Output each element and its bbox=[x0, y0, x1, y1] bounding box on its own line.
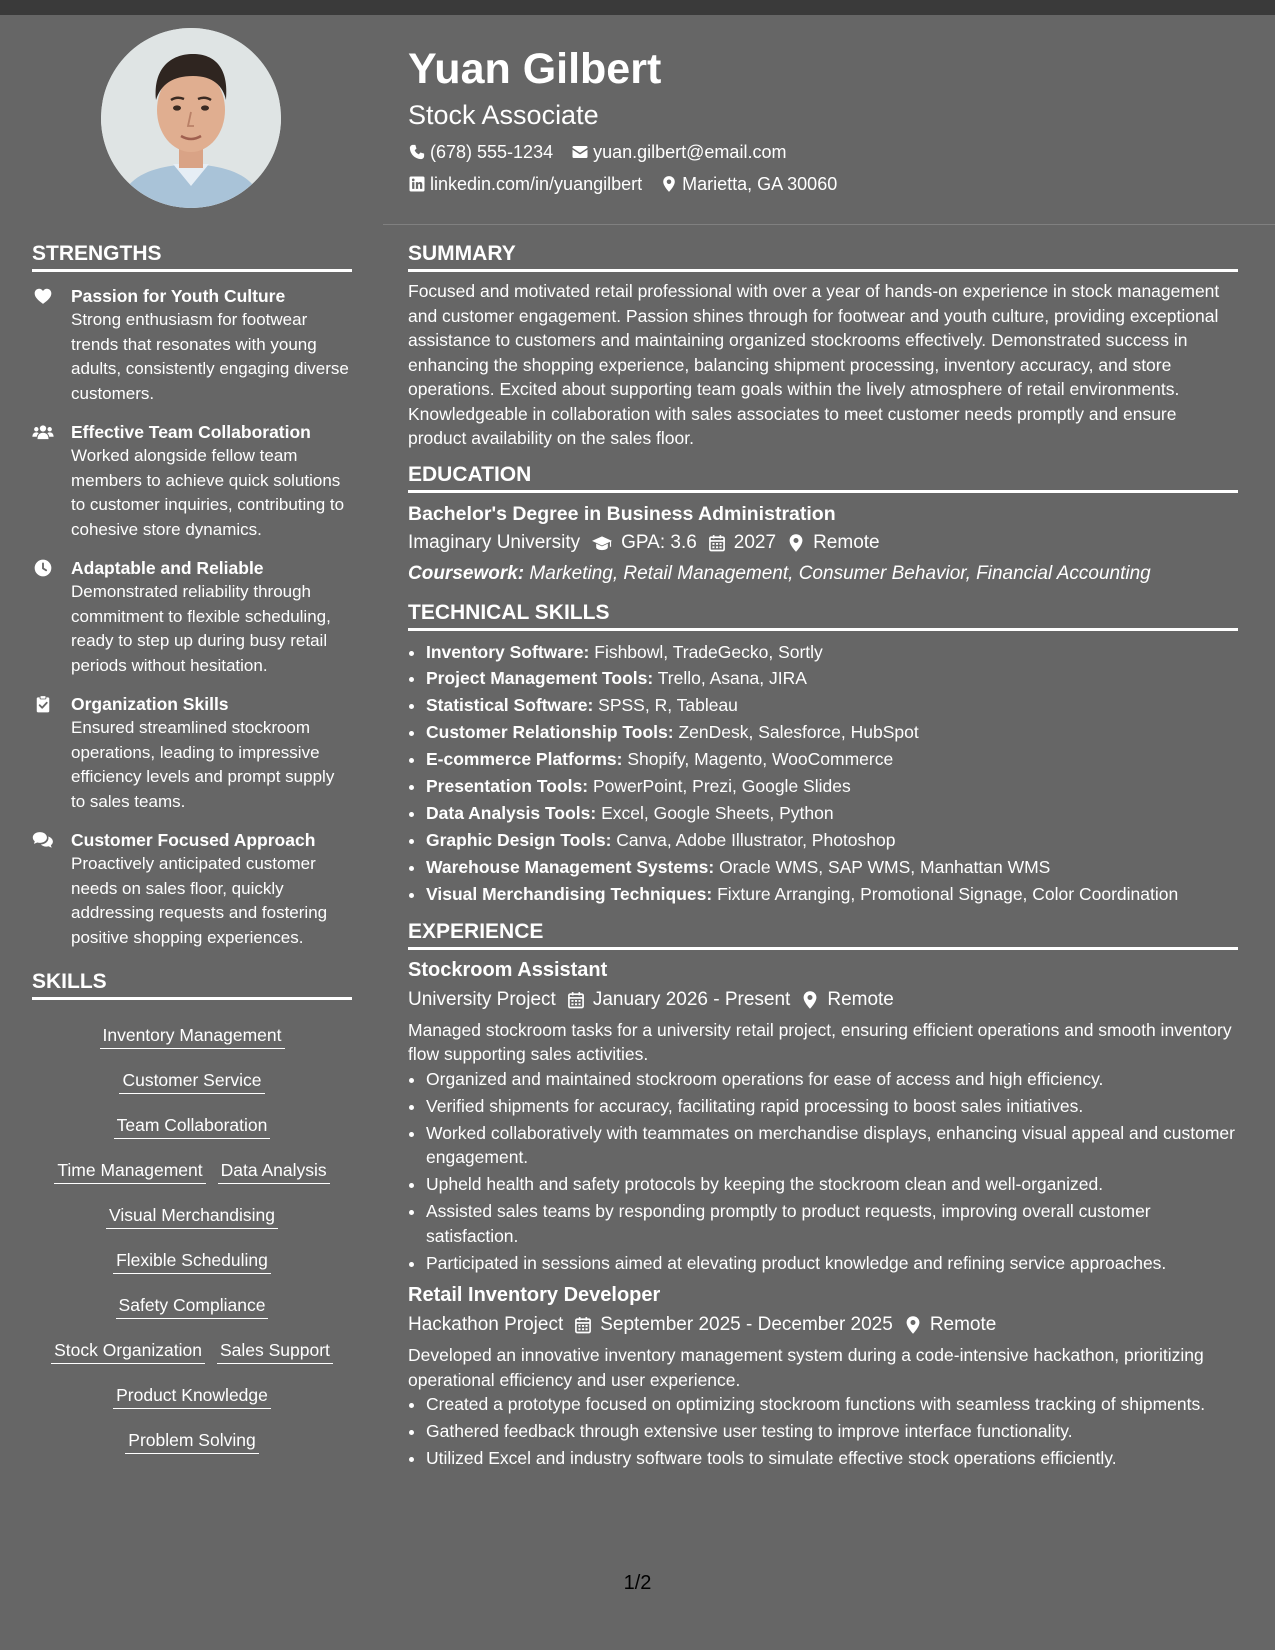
education-title: EDUCATION bbox=[408, 461, 1238, 493]
skill-label: E-commerce Platforms: bbox=[426, 749, 623, 770]
education-meta bbox=[408, 528, 1238, 558]
skill-label: Presentation Tools: bbox=[426, 776, 589, 797]
calendar-icon bbox=[566, 990, 586, 1010]
skill-value: Fixture Arranging, Promotional Signage, Color Coordination bbox=[717, 883, 1179, 904]
skill-label: Project Management Tools: bbox=[426, 668, 654, 689]
skill-label: Visual Merchandising Techniques: bbox=[426, 883, 713, 904]
job-location bbox=[903, 1310, 997, 1340]
contact-linkedin[interactable] bbox=[408, 172, 642, 196]
strength-title: Organization Skills bbox=[71, 694, 229, 714]
contact-location bbox=[660, 172, 837, 196]
map-pin-icon bbox=[903, 1315, 923, 1335]
skill-chip: Product Knowledge bbox=[113, 1382, 271, 1409]
skill-row bbox=[32, 1014, 352, 1059]
strength-desc: Ensured streamlined stockroom operations, leading to impressive efficiency levels and prompt supply to sales teams. bbox=[71, 718, 335, 811]
list-item bbox=[426, 639, 1238, 666]
page-number: 1/2 bbox=[623, 1572, 652, 1594]
list-item: • Verified shipments for accuracy, facilitating rapid processing to boost sales initiatives. bbox=[426, 1094, 1238, 1119]
experience-title: EXPERIENCE bbox=[408, 918, 1238, 950]
strength-item bbox=[32, 828, 352, 950]
location-text: Remote bbox=[813, 531, 880, 553]
skill-row bbox=[32, 1059, 352, 1104]
job-entry bbox=[408, 956, 1238, 1276]
skill-chip: Stock Organization bbox=[51, 1337, 205, 1364]
skill-value: PowerPoint, Prezi, Google Slides bbox=[592, 776, 851, 797]
list-item bbox=[426, 692, 1238, 719]
skill-row bbox=[32, 1419, 352, 1464]
linkedin-icon bbox=[408, 175, 426, 193]
job-location bbox=[800, 985, 894, 1015]
education-coursework bbox=[408, 558, 1238, 589]
list-item: • Upheld health and safety protocols by keeping the stockroom clean and well-organized. bbox=[426, 1172, 1238, 1197]
strength-title: Effective Team Collaboration bbox=[71, 422, 311, 442]
list-item bbox=[426, 665, 1238, 692]
skill-chip: Customer Service bbox=[119, 1067, 264, 1094]
phone-text: (678) 555-1234 bbox=[430, 142, 554, 162]
skill-chip: Team Collaboration bbox=[114, 1112, 271, 1139]
skills-title: SKILLS bbox=[32, 968, 352, 1000]
email-text[interactable]: yuan.gilbert@email.com bbox=[593, 142, 787, 162]
job-bullets bbox=[408, 1392, 1238, 1471]
skill-value: Fishbowl, TradeGecko, Sortly bbox=[594, 641, 823, 662]
location-text: Remote bbox=[827, 988, 894, 1010]
strength-item bbox=[32, 284, 352, 406]
dates-text: September 2025 - December 2025 bbox=[600, 1314, 893, 1336]
job-title: Stockroom Assistant bbox=[408, 958, 608, 981]
strengths-title: STRENGTHS bbox=[32, 240, 352, 272]
list-item bbox=[426, 854, 1238, 881]
coursework-text: Marketing, Retail Management, Consumer Behavior, Financial Accounting bbox=[529, 562, 1151, 584]
contact-row-1 bbox=[408, 140, 1238, 164]
skill-label: Warehouse Management Systems: bbox=[426, 856, 715, 877]
skill-value: SPSS, R, Tableau bbox=[598, 695, 738, 716]
skill-chip: Time Management bbox=[54, 1157, 205, 1184]
skill-value: Canva, Adobe Illustrator, Photoshop bbox=[616, 829, 896, 850]
job-meta bbox=[408, 985, 1238, 1015]
skill-chip: Sales Support bbox=[217, 1337, 333, 1364]
map-pin-icon bbox=[660, 175, 678, 193]
left-column bbox=[32, 240, 352, 1464]
technical-skills-list bbox=[408, 639, 1238, 908]
skill-chip: Visual Merchandising bbox=[106, 1202, 278, 1229]
job-dates bbox=[566, 985, 791, 1015]
graduation-cap-icon bbox=[590, 533, 614, 553]
strength-desc: Worked alongside fellow team members to achieve quick solutions to customer inquiries, contributing to cohesive store dynamics. bbox=[71, 446, 345, 539]
coursework-label: Coursework: bbox=[408, 562, 525, 584]
list-item bbox=[426, 800, 1238, 827]
skill-chip: Problem Solving bbox=[125, 1427, 258, 1454]
skill-row bbox=[32, 1284, 352, 1329]
gpa-text: GPA: 3.6 bbox=[621, 531, 697, 553]
strength-desc: Demonstrated reliability through commitment to flexible scheduling, ready to step up during busy retail periods without hesitation. bbox=[71, 582, 331, 675]
skill-row bbox=[32, 1104, 352, 1149]
list-item bbox=[426, 719, 1238, 746]
list-item: • Utilized Excel and industry software tools to simulate effective stock operations efficiently. bbox=[426, 1446, 1238, 1471]
skill-value: Shopify, Magento, WooCommerce bbox=[627, 749, 894, 770]
strength-title: Adaptable and Reliable bbox=[71, 558, 264, 578]
job-org: University Project bbox=[408, 988, 556, 1010]
job-description: Managed stockroom tasks for a university retail project, ensuring efficient operations and smooth inventory flow supporting sales activities. bbox=[408, 1019, 1232, 1065]
list-item: • Gathered feedback through extensive user testing to improve interface functionality. bbox=[426, 1419, 1238, 1444]
education-year bbox=[707, 528, 776, 558]
strength-item bbox=[32, 420, 352, 542]
job-role: Stock Associate bbox=[408, 100, 599, 130]
skill-chip: Safety Compliance bbox=[116, 1292, 269, 1319]
education-school: Imaginary University bbox=[408, 531, 581, 553]
list-item: • Worked collaboratively with teammates on merchandise displays, enhancing visual appeal and customer engagement. bbox=[426, 1121, 1238, 1170]
summary-text: Focused and motivated retail professional with over a year of hands-on experience in stock management and customer engagement. Passion shines through for footwear and youth culture, providing exceptional assistance to customers and maintaining organized stockrooms effectively. Demonstrated success in enhancing the shopping experience, balancing shipment processing, inventory accuracy, and store operations. Excited about supporting team goals within the lively atmosphere of retail environments. Knowledgeable in collaboration with sales associates to meet customer needs promptly and ensure product availability on the sales floor. bbox=[408, 281, 1220, 448]
skill-row bbox=[32, 1194, 352, 1239]
job-title: Retail Inventory Developer bbox=[408, 1284, 661, 1307]
education-location bbox=[786, 528, 880, 558]
strengths-list bbox=[32, 284, 352, 950]
strength-item bbox=[32, 556, 352, 678]
candidate-name: Yuan Gilbert bbox=[408, 45, 662, 93]
job-description: Developed an innovative inventory management system during a code-intensive hackathon, prioritizing operational efficiency and user experience. bbox=[408, 1345, 1204, 1390]
job-meta bbox=[408, 1310, 1238, 1340]
list-item: • Organized and maintained stockroom operations for ease of access and high efficiency. bbox=[426, 1067, 1238, 1092]
list-item bbox=[426, 881, 1238, 908]
heart-icon bbox=[32, 286, 54, 306]
list-item: • Created a prototype focused on optimizing stockroom functions with seamless tracking of shipments. bbox=[426, 1392, 1238, 1417]
list-item bbox=[426, 746, 1238, 773]
skill-row bbox=[32, 1149, 352, 1194]
resume-header bbox=[408, 40, 1238, 196]
skill-value: Excel, Google Sheets, Python bbox=[601, 802, 834, 823]
phone-icon bbox=[408, 143, 426, 161]
calendar-icon bbox=[573, 1315, 593, 1335]
dates-text: January 2026 - Present bbox=[592, 988, 791, 1010]
contact-email[interactable] bbox=[571, 140, 786, 164]
right-column bbox=[408, 240, 1238, 1473]
skill-chip: Flexible Scheduling bbox=[113, 1247, 271, 1274]
clock-icon bbox=[32, 558, 54, 578]
clipboard-check-icon bbox=[32, 694, 54, 714]
skill-value: ZenDesk, Salesforce, HubSpot bbox=[678, 722, 919, 743]
job-entry bbox=[408, 1281, 1238, 1471]
summary-title: SUMMARY bbox=[408, 240, 1238, 272]
skill-label: Data Analysis Tools: bbox=[426, 802, 597, 823]
job-org: Hackathon Project bbox=[408, 1314, 564, 1336]
location-text: Remote bbox=[929, 1314, 997, 1336]
strength-desc: Proactively anticipated customer needs on sales floor, quickly addressing requests and fostering positive shopping experiences. bbox=[71, 854, 328, 947]
users-icon bbox=[32, 422, 54, 442]
map-pin-icon bbox=[786, 533, 806, 553]
list-item bbox=[426, 827, 1238, 854]
skill-chip: Inventory Management bbox=[100, 1022, 285, 1049]
skill-label: Statistical Software: bbox=[426, 695, 594, 716]
job-dates bbox=[573, 1310, 893, 1340]
skill-label: Inventory Software: bbox=[426, 641, 590, 662]
top-bar bbox=[0, 0, 1275, 15]
skill-value: Oracle WMS, SAP WMS, Manhattan WMS bbox=[719, 856, 1051, 877]
location-text: Marietta, GA 30060 bbox=[682, 174, 838, 194]
list-item: • Assisted sales teams by responding promptly to product requests, improving overall customer satisfaction. bbox=[426, 1199, 1238, 1248]
year-text: 2027 bbox=[733, 531, 777, 553]
linkedin-text[interactable]: linkedin.com/in/yuangilbert bbox=[430, 174, 643, 194]
skill-row bbox=[32, 1329, 352, 1374]
strength-title: Customer Focused Approach bbox=[71, 830, 316, 850]
skill-chip: Data Analysis bbox=[218, 1157, 330, 1184]
list-item: • Participated in sessions aimed at elevating product knowledge and refining service approaches. bbox=[426, 1251, 1238, 1276]
skills-chips bbox=[32, 1014, 352, 1464]
envelope-icon bbox=[571, 143, 589, 161]
profile-photo bbox=[101, 28, 281, 208]
technical-skills-title: TECHNICAL SKILLS bbox=[408, 599, 1238, 631]
contact-row-2 bbox=[408, 172, 1238, 196]
skill-label: Customer Relationship Tools: bbox=[426, 722, 674, 743]
skill-value: Trello, Asana, JIRA bbox=[657, 668, 807, 689]
calendar-icon bbox=[707, 533, 727, 553]
skill-row bbox=[32, 1239, 352, 1284]
skill-label: Graphic Design Tools: bbox=[426, 829, 612, 850]
strength-desc: Strong enthusiasm for footwear trends that resonates with young adults, consistently engaging diverse customers. bbox=[71, 310, 349, 403]
list-item bbox=[426, 773, 1238, 800]
comments-icon bbox=[32, 830, 54, 850]
job-bullets bbox=[408, 1067, 1238, 1276]
header-divider bbox=[383, 224, 1275, 225]
skill-row bbox=[32, 1374, 352, 1419]
strength-title: Passion for Youth Culture bbox=[71, 286, 286, 306]
education-gpa bbox=[590, 528, 697, 558]
education-degree: Bachelor's Degree in Business Administration bbox=[408, 502, 836, 525]
contact-phone bbox=[408, 140, 553, 164]
strength-item bbox=[32, 692, 352, 814]
map-pin-icon bbox=[800, 990, 820, 1010]
